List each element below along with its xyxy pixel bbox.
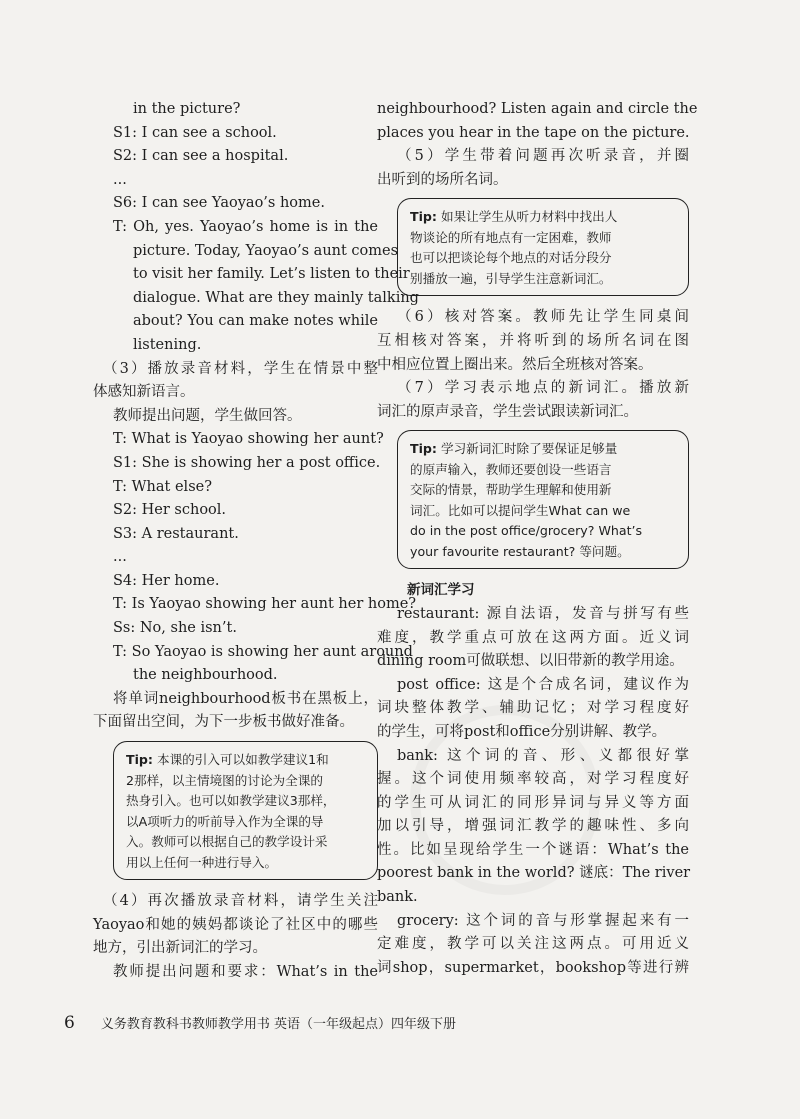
tip-text: your favourite restaurant? 等问题。 <box>410 543 630 559</box>
tip-text: 2那样，以主情境图的讨论为全课的 <box>126 772 323 788</box>
tip-text: 热身引入。也可以如教学建议3那样， <box>126 793 336 809</box>
text-line: S2: I can see a hospital. <box>113 148 289 165</box>
text-line: （6）核对答案。教师先让学生同桌间 <box>397 309 689 326</box>
text-line: 将单词neighbourhood板书在黑板上， <box>113 690 378 707</box>
book-title: 义务教育教科书教师教学用书 英语（一年级起点）四年级下册 <box>100 1017 456 1032</box>
text-line: S1: She is showing her a post office. <box>113 454 381 471</box>
text-line: 出听到的场所名词。 <box>377 171 508 188</box>
text-line: 词汇的原声录音，学生尝试跟读新词汇。 <box>377 403 638 420</box>
text-line: （5）学生带着问题再次听录音，并圈 <box>397 148 689 165</box>
section-heading: 新词汇学习 <box>407 582 475 599</box>
tip-text: 的原声输入，教师还要创设一些语言 <box>410 461 612 477</box>
tip-label: Tip: <box>126 752 153 768</box>
tip-box-1 <box>113 741 378 880</box>
text-line: 握。这个词使用频率较高，对学习程度好 <box>377 771 689 788</box>
text-line: 的学生，可将post和office分别讲解、教学。 <box>377 723 667 740</box>
right-column <box>377 98 698 980</box>
text-line: grocery: 这个词的音与形掌握起来有一 <box>397 912 689 929</box>
text-line: 教师提出问题，学生做回答。 <box>113 407 302 424</box>
tip-text: 也可以把谈论每个地点的对话分段分 <box>410 250 612 266</box>
text-line: about? You can make notes while <box>133 313 378 330</box>
page-footer <box>64 1013 456 1033</box>
text-line: 定难度，教学可以关注这两点。可用近义 <box>377 936 689 953</box>
text-line: 中相应位置上圈出来。然后全班核对答案。 <box>377 356 653 373</box>
text-line: to visit her family. Let’s listen to their <box>133 266 410 283</box>
text-line: T: What is Yaoyao showing her aunt? <box>113 431 384 448</box>
text-line: 教师提出问题和要求：What’s in the <box>113 963 378 980</box>
left-text-block-after <box>93 890 378 984</box>
tip-text: do in the post office/grocery? What’s <box>410 523 643 539</box>
text-line: S1: I can see a school. <box>113 124 277 141</box>
text-line: S2: Her school. <box>113 502 227 519</box>
text-line: （4）再次播放录音材料，请学生关注 <box>103 893 378 910</box>
text-line: S3: A restaurant. <box>113 525 239 542</box>
text-line: neighbourhood? Listen again and circle the <box>377 101 698 117</box>
text-line: 性。比如呈现给学生一个谜语：What’s the <box>377 841 689 858</box>
tip-text: 词汇。比如可以提问学生What can we <box>410 502 631 518</box>
text-line: （3）播放录音材料，学生在情景中整 <box>103 360 378 377</box>
text-line: bank: 这个词的音、形、义都很好掌 <box>397 747 689 764</box>
tip-text: 交际的情景，帮助学生理解和使用新 <box>410 482 612 498</box>
tip-text: 别播放一遍，引导学生注意新词汇。 <box>410 270 612 286</box>
text-line: the neighbourhood. <box>133 667 278 684</box>
text-line: 词块整体教学、辅助记忆；对学习程度好 <box>377 700 689 717</box>
text-line: restaurant: 源自法语，发音与拼写有些 <box>397 605 689 622</box>
text-line: places you hear in the tape on the picture. <box>377 124 690 141</box>
text-line: T: What else? <box>113 478 212 495</box>
text-line: in the picture? <box>133 101 241 117</box>
tip-text: 以A项听力的听前导入作为全课的导 <box>126 813 324 829</box>
text-line: picture. Today, Yaoyao’s aunt comes <box>133 242 399 259</box>
text-line: dialogue. What are they mainly talking <box>133 289 419 306</box>
page-number: 6 <box>64 1013 75 1033</box>
text-line: poorest bank in the world? 谜底：The river <box>377 865 691 882</box>
text-line: bank. <box>377 889 418 906</box>
text-line: ... <box>113 549 127 566</box>
left-text-block <box>93 98 419 735</box>
text-line: ... <box>113 171 127 188</box>
text-line: dining room可做联想、以旧带新的教学用途。 <box>377 653 684 670</box>
text-line: T: Is Yaoyao showing her aunt her home? <box>113 596 417 613</box>
right-text-block-end <box>377 603 691 981</box>
text-line: T: So Yaoyao is showing her aunt around <box>113 643 413 660</box>
text-line: S6: I can see Yaoyao’s home. <box>113 195 325 212</box>
tip-text: 学习新词汇时除了要保证足够量 <box>440 441 618 457</box>
tip-text: 用以上任何一种进行导入。 <box>126 854 278 870</box>
tip-text: 如果让学生从听力材料中找出人 <box>440 209 618 225</box>
text-line: S4: Her home. <box>113 572 220 589</box>
right-text-block <box>377 98 698 192</box>
tip-text: 物谈论的所有地点有一定困难，教师 <box>410 229 612 245</box>
tip-box-2 <box>397 198 689 296</box>
tip-label: Tip: <box>410 209 437 225</box>
text-line: 词shop，supermarket，bookshop等进行辨 <box>377 959 689 976</box>
right-text-block-mid <box>377 306 689 424</box>
text-line: 体感知新语言。 <box>93 384 195 401</box>
text-line: Yaoyao和她的姨妈都谈论了社区中的哪些 <box>93 916 378 933</box>
text-line: 加以引导，增强词汇教学的趣味性、多向 <box>377 818 689 835</box>
text-line: listening. <box>133 336 202 353</box>
text-line: T: Oh, yes. Yaoyao’s home is in the <box>113 218 378 235</box>
tip-box-3 <box>397 430 689 569</box>
text-line: 互相核对答案，并将听到的场所名词在图 <box>377 332 689 349</box>
text-line: 地方，引出新词汇的学习。 <box>93 940 267 957</box>
text-line: 难度，教学重点可放在这两方面。近义词 <box>377 629 689 646</box>
text-line: 的学生可从词汇的同形异词与异义等方面 <box>377 794 689 811</box>
tip-text: 本课的引入可以如教学建议1和 <box>156 752 329 768</box>
text-line: （7）学习表示地点的新词汇。播放新 <box>397 380 689 397</box>
tip-label: Tip: <box>410 441 437 457</box>
tip-text: 入。教师可以根据自己的教学设计采 <box>126 834 328 850</box>
text-line: 下面留出空间，为下一步板书做好准备。 <box>93 714 354 731</box>
text-line: Ss: No, she isn’t. <box>113 620 237 637</box>
text-line: post office: 这是个合成名词，建议作为 <box>397 676 689 693</box>
